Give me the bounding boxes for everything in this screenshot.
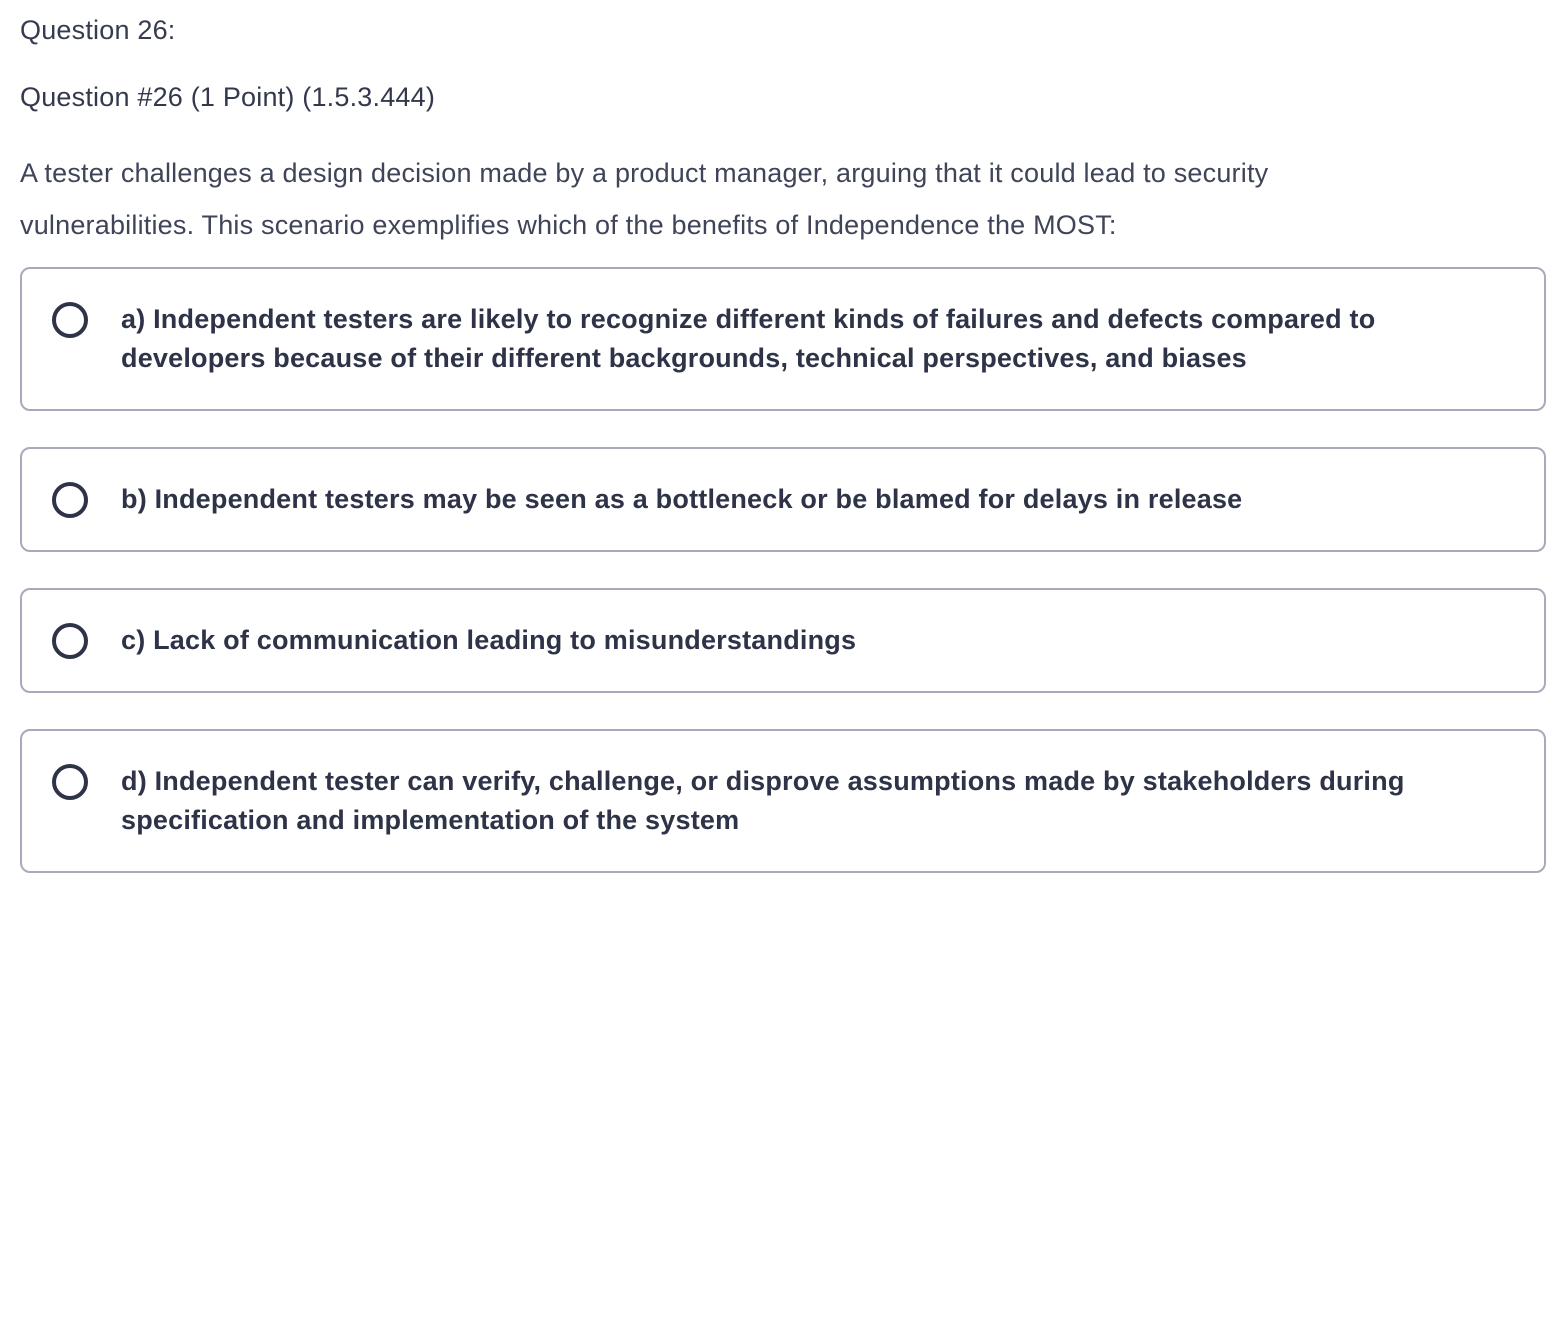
question-title: Question #26 (1 Point) (1.5.3.444) xyxy=(20,82,436,112)
answer-option-b[interactable] xyxy=(20,447,1546,552)
radio-button-d[interactable] xyxy=(52,764,88,800)
answer-option-label: c) Lack of communication leading to misunderstandings xyxy=(121,625,857,655)
radio-button-b[interactable] xyxy=(52,482,88,518)
answer-option-d[interactable] xyxy=(20,729,1546,873)
answer-option-label: b) Independent testers may be seen as a bottleneck or be blamed for delays in release xyxy=(121,484,1243,514)
radio-button-a[interactable] xyxy=(52,302,88,338)
answer-option-c[interactable] xyxy=(20,588,1546,693)
question-text: A tester challenges a design decision made by a product manager, arguing that it could lead to security vulnerabilities. This scenario exemplifies which of the benefits of Independence the MOST: xyxy=(20,158,1269,240)
answer-option-label: a) Independent testers are likely to recognize different kinds of failures and defects compared to developers because of their different backgrounds, technical perspectives, and biases xyxy=(121,304,1376,373)
options-list xyxy=(20,267,1546,873)
radio-button-c[interactable] xyxy=(52,623,88,659)
question-number-label: Question 26: xyxy=(20,15,176,45)
answer-option-a[interactable] xyxy=(20,267,1546,411)
answer-option-label: d) Independent tester can verify, challenge, or disprove assumptions made by stakeholders during specification and implementation of the system xyxy=(121,766,1405,835)
